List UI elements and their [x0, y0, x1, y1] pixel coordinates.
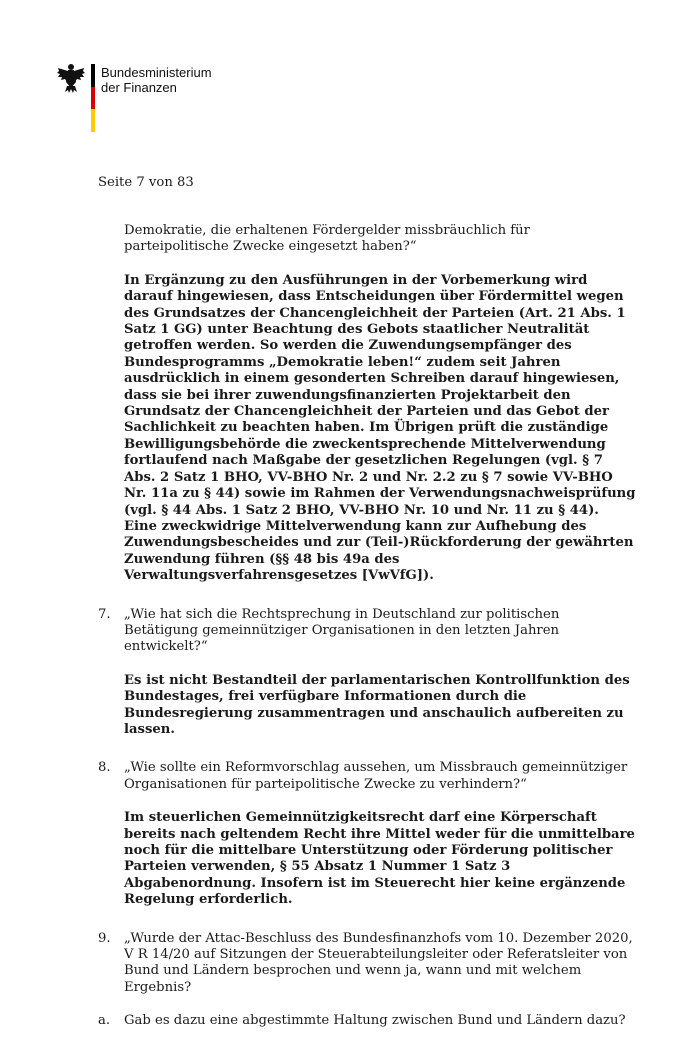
continued-question: Demokratie, die erhaltenen Fördergelder missbräuchlich für parteipolitische Zwecke eingesetzt haben?“: [124, 223, 530, 255]
question-item-7: [98, 606, 636, 739]
question-item-9: [98, 930, 636, 997]
flag-stripe-gold: [91, 109, 95, 132]
german-flag-bar: [91, 64, 95, 132]
flag-stripe-red: [91, 87, 95, 110]
flag-stripe-black: [91, 64, 95, 87]
page-number: Seite 7 von 83: [98, 175, 194, 190]
ministry-name-line2: der Finanzen: [101, 80, 177, 95]
answer-text: Im steuerlichen Gemeinnützigkeitsrecht darf eine Körperschaft bereits nach geltendem Recht ihre Mittel weder für die unmittelbare noch für die mittelbare Unterstützung oder Förderung politischer Parteien verwenden, § 55 Absatz 1 Nummer 1 Satz 3 Abgabenordnung. Insofern ist im Steuerecht hier keine ergänzende Regelung erforderlich.: [124, 810, 635, 908]
question-text: „Wie sollte ein Reformvorschlag aussehen, um Missbrauch gemeinnütziger Organisationen für parteipolitische Zwecke zu verhindern?“: [124, 760, 628, 792]
continued-answer: In Ergänzung zu den Ausführungen in der Vorbemerkung wird darauf hingewiesen, dass Entscheidungen über Fördermittel wegen des Grundsatzes der Chancengleichheit der Parteien (Art. 21 Abs. 1 Satz 1 GG) unter Beachtung des Gebots staatlicher Neutralität getroffen werden. So werden die Zuwendungsempfänger des Bundesprogramms „Demokratie leben!“ zudem seit Jahren ausdrücklich in einem gesonderten Schreiben darauf hingewiesen, dass sie bei ihrer zuwendungsfinanzierten Projektarbeit den Grundsatz der Chancengleichheit der Parteien und das Gebot der Sachlichkeit zu beachten haben. Im Übrigen prüft die zuständige Bewilligungsbehörde die zweckentsprechende Mittelverwendung fortlaufend nach Maßgabe der gesetzlichen Regelungen (vgl. § 7 Abs. 2 Satz 1 BHO, VV-BHO Nr. 2 und Nr. 2.2 zu § 7 sowie VV-BHO Nr. 11a zu § 44) sowie im Rahmen der Verwendungsnachweisprüfung (vgl. § 44 Abs. 1 Satz 2 BHO, VV-BHO Nr. 10 und Nr. 11 zu § 44). Eine zweckwidrige Mittelverwendung kann zur Aufhebung des Zuwendungsbescheides und zur (Teil-)Rückforderung der gewährten Zuwendung führen (§§ 48 bis 49a des Verwaltungsverfahrensgesetzes [VwVfG]).: [124, 272, 636, 584]
question-number: 8.: [98, 760, 111, 776]
ministry-name: [101, 65, 212, 95]
federal-eagle-icon: [56, 62, 86, 94]
question-number: 7.: [98, 606, 111, 622]
answer-text: Es ist nicht Bestandteil der parlamentarischen Kontrollfunktion des Bundestages, frei verfügbare Informationen durch die Bundesregierung zusammentragen und anschaulich aufbereiten zu lassen.: [124, 672, 630, 737]
question-item-8: [98, 760, 636, 908]
question-text: Gab es dazu eine abgestimmte Haltung zwischen Bund und Ländern dazu?: [124, 1013, 626, 1029]
ministry-logo: [56, 62, 226, 134]
question-text: „Wurde der Attac-Beschluss des Bundesfinanzhofs vom 10. Dezember 2020, V R 14/20 auf Sitzungen der Steuerabteilungsleiter oder Referatsleiter von Bund und Ländern besprochen und wenn ja, wann und mit welchem Ergebnis?: [124, 930, 633, 995]
question-item-9a: [98, 1013, 636, 1029]
question-text: „Wie hat sich die Rechtsprechung in Deutschland zur politischen Betätigung gemeinnütziger Organisationen in den letzten Jahren entwickelt?“: [124, 606, 560, 655]
document-body: [98, 223, 636, 1047]
question-number: 9.: [98, 930, 111, 946]
ministry-name-line1: Bundesministerium: [101, 65, 212, 80]
question-number: a.: [98, 1013, 111, 1029]
